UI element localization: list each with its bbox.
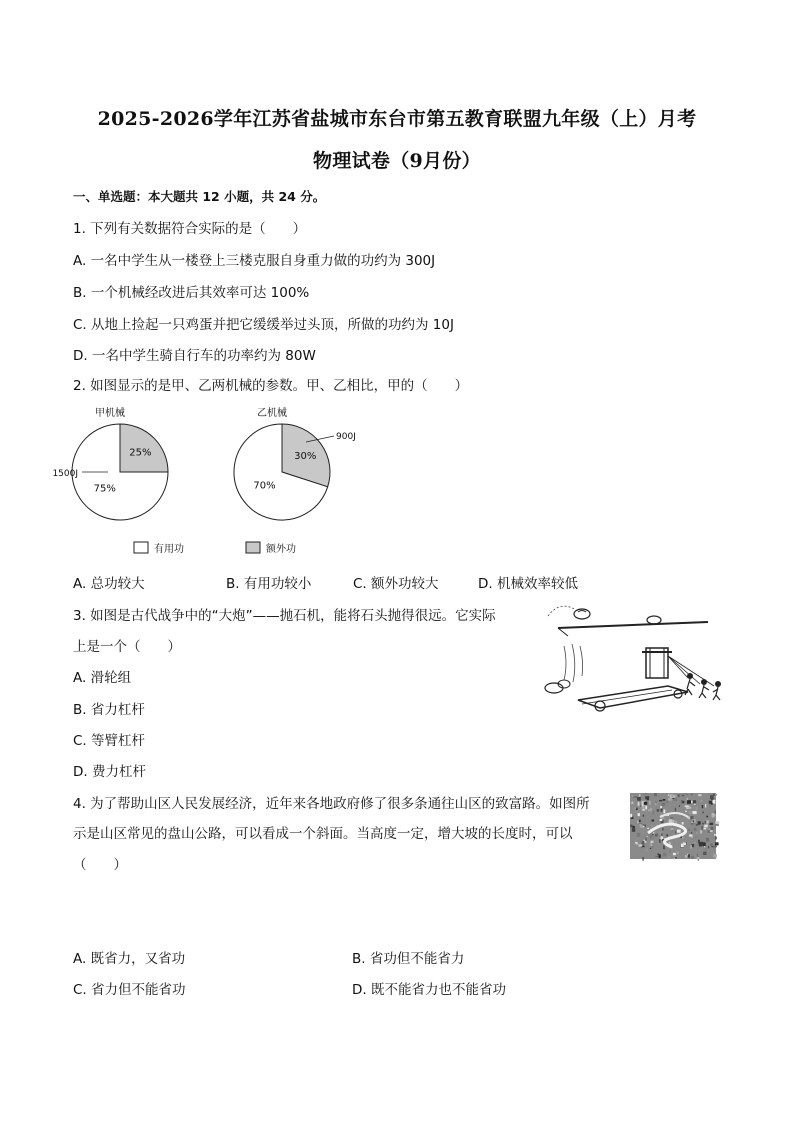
- legend-label-2: 额外功: [266, 544, 296, 555]
- q1-option-b: B. 一个机械经改进后其效率可达 100%: [73, 285, 310, 301]
- pie-label-extra-1: 25%: [129, 447, 152, 459]
- photo-speckle: [657, 809, 660, 812]
- photo-speckle: [688, 854, 690, 857]
- photo-speckle: [688, 811, 691, 814]
- photo-speckle: [691, 794, 693, 795]
- photo-speckle: [661, 808, 663, 811]
- photo-speckle: [698, 794, 701, 796]
- photo-speckle: [651, 836, 653, 840]
- photo-speckle: [700, 842, 704, 846]
- q1-option-c: C. 从地上捡起一只鸡蛋并把它缓缓举过头顶，所做的功约为 10J: [73, 317, 454, 333]
- photo-speckle: [704, 846, 705, 847]
- photo-speckle: [712, 815, 715, 818]
- photo-speckle: [671, 828, 674, 829]
- photo-speckle: [692, 811, 696, 813]
- photo-speckle: [644, 802, 647, 805]
- photo-speckle: [706, 838, 709, 842]
- photo-speckle: [696, 832, 697, 834]
- photo-speckle: [715, 842, 719, 845]
- photo-speckle: [668, 794, 669, 796]
- photo-speckle: [648, 809, 650, 811]
- photo-speckle: [703, 811, 704, 813]
- q2-stem: 2. 如图显示的是甲、乙两机械的参数。甲、乙相比，甲的（ ）: [73, 378, 469, 394]
- photo-speckle: [685, 811, 687, 812]
- photo-speckle: [660, 806, 662, 809]
- photo-speckle: [659, 854, 661, 858]
- photo-speckle: [642, 809, 645, 811]
- photo-speckle: [685, 855, 686, 858]
- pie-title-1: 甲机械: [95, 408, 125, 419]
- photo-speckle: [698, 821, 701, 824]
- photo-speckle: [646, 848, 648, 851]
- photo-speckle: [668, 856, 670, 858]
- photo-speckle: [648, 834, 649, 836]
- pie-label-useful-1: 75%: [93, 483, 116, 495]
- q4-option-c: C. 省力但不能省功: [73, 982, 186, 998]
- photo-speckle: [688, 829, 690, 831]
- photo-speckle: [637, 821, 638, 824]
- photo-speckle: [661, 804, 665, 807]
- photo-speckle: [678, 795, 680, 797]
- q4-stem-line1: 4. 为了帮助山区人民发展经济，近年来各地政府修了很多条通往山区的致富路。如图所: [73, 796, 590, 812]
- photo-speckle: [695, 836, 696, 838]
- photo-speckle: [693, 800, 696, 803]
- photo-speckle: [642, 843, 644, 844]
- q3-option-c: C. 等臂杠杆: [73, 733, 146, 749]
- photo-speckle: [633, 808, 637, 809]
- photo-speckle: [694, 842, 696, 843]
- photo-speckle: [673, 853, 676, 855]
- photo-speckle: [679, 805, 680, 807]
- photo-speckle: [715, 821, 719, 824]
- photo-speckle: [716, 794, 717, 796]
- photo-speckle: [703, 852, 706, 855]
- photo-speckle: [695, 807, 697, 810]
- photo-speckle: [630, 814, 632, 818]
- q3-option-a: A. 滑轮组: [73, 670, 132, 686]
- photo-speckle: [635, 810, 638, 813]
- photo-speckle: [653, 832, 654, 834]
- photo-speckle: [661, 834, 662, 836]
- photo-speckle: [634, 844, 637, 846]
- q1-option-d: D. 一名中学生骑自行车的功率约为 80W: [73, 348, 316, 364]
- photo-speckle: [689, 835, 692, 837]
- photo-speckle: [697, 854, 698, 857]
- photo-speckle: [655, 834, 658, 837]
- photo-speckle: [709, 804, 711, 807]
- photo-speckle: [652, 834, 653, 835]
- photo-speckle: [687, 800, 691, 804]
- photo-speckle: [632, 828, 636, 832]
- photo-speckle: [655, 803, 656, 805]
- photo-speckle: [698, 842, 699, 845]
- photo-speckle: [663, 799, 666, 801]
- photo-speckle: [702, 823, 704, 825]
- legend-swatch-2: [246, 542, 260, 553]
- photo-speckle: [677, 830, 681, 833]
- photo-speckle: [713, 846, 717, 848]
- photo-speckle: [651, 846, 652, 848]
- photo-speckle: [657, 797, 658, 799]
- photo-speckle: [682, 795, 685, 796]
- q3-option-d: D. 费力杠杆: [73, 764, 146, 780]
- photo-speckle: [659, 800, 662, 802]
- photo-speckle: [704, 825, 708, 828]
- photo-speckle: [691, 832, 692, 834]
- photo-speckle: [696, 824, 699, 825]
- page-title-line1: 2025-2026学年江苏省盐城市东台市第五教育联盟九年级（上）月考: [97, 108, 697, 130]
- photo-speckle: [705, 804, 706, 808]
- photo-speckle: [713, 854, 717, 857]
- photo-speckle: [681, 800, 682, 804]
- photo-speckle: [686, 794, 687, 796]
- photo-speckle: [646, 836, 648, 837]
- pie-label-useful-2: 70%: [253, 480, 276, 492]
- photo-speckle: [675, 808, 676, 812]
- pie-title-2: 乙机械: [257, 408, 287, 419]
- photo-speckle: [670, 850, 671, 853]
- photo-speckle: [666, 834, 668, 836]
- photo-speckle: [672, 830, 673, 832]
- photo-speckle: [640, 825, 643, 828]
- photo-speckle: [651, 841, 654, 843]
- photo-speckle: [710, 843, 712, 846]
- photo-speckle: [715, 837, 717, 840]
- q1-stem: 1. 下列有关数据符合实际的是（ ）: [73, 221, 307, 237]
- pie-charts-figure: [52, 400, 360, 560]
- photo-speckle: [648, 844, 651, 847]
- q4-option-b: B. 省功但不能省力: [352, 951, 465, 967]
- pie-label-extra-2: 30%: [294, 451, 317, 463]
- photo-speckle: [683, 842, 686, 845]
- legend-label-1: 有用功: [154, 544, 184, 555]
- photo-speckle: [682, 837, 683, 839]
- annotation-2: 900J: [336, 432, 356, 442]
- q4-option-a: A. 既省力，又省功: [73, 951, 186, 967]
- photo-speckle: [674, 858, 675, 860]
- photo-speckle: [682, 822, 684, 825]
- q2-option-d: D. 机械效率较低: [478, 576, 578, 592]
- photo-speckle: [643, 815, 644, 817]
- photo-speckle: [633, 826, 635, 829]
- photo-speckle: [711, 827, 714, 830]
- photo-speckle: [631, 802, 633, 805]
- photo-speckle: [704, 828, 707, 830]
- photo-speckle: [638, 813, 640, 816]
- photo-speckle: [708, 846, 709, 848]
- photo-speckle: [663, 810, 665, 814]
- photo-speckle: [663, 853, 666, 857]
- page-title-line2: 物理试卷（9月份）: [313, 150, 481, 172]
- photo-speckle: [691, 857, 694, 859]
- photo-speckle: [642, 804, 643, 806]
- q4-stem-line3: （ ）: [73, 857, 127, 873]
- photo-speckle: [713, 800, 716, 804]
- photo-speckle: [683, 801, 685, 803]
- q2-option-a: A. 总功较大: [73, 576, 145, 592]
- photo-speckle: [687, 798, 688, 801]
- q1-option-a: A. 一名中学生从一楼登上三楼克服自身重力做的功约为 300J: [73, 253, 436, 269]
- q3-stem-line2: 上是一个（ ）: [73, 639, 181, 655]
- photo-speckle: [687, 807, 691, 809]
- photo-speckle: [714, 834, 716, 836]
- photo-speckle: [654, 793, 656, 796]
- photo-speckle: [655, 845, 658, 846]
- annotation-1: 1500J: [52, 469, 78, 479]
- photo-speckle: [643, 857, 644, 861]
- photo-speckle: [638, 802, 639, 805]
- photo-speckle: [694, 828, 697, 831]
- q3-stem-line1: 3. 如图是古代战争中的“大炮”——抛石机，能将石头抛得很远。它实际: [73, 608, 496, 624]
- photo-speckle: [646, 796, 650, 797]
- photo-speckle: [677, 852, 679, 854]
- photo-speckle: [639, 844, 643, 846]
- photo-speckle: [639, 823, 642, 824]
- photo-speckle: [677, 797, 679, 799]
- photo-speckle: [645, 806, 647, 810]
- photo-speckle: [706, 816, 708, 818]
- mountain-road-photo: [630, 793, 716, 859]
- photo-speckle: [630, 825, 632, 828]
- photo-speckle: [647, 828, 649, 829]
- photo-speckle: [645, 838, 647, 841]
- photo-speckle: [697, 857, 700, 859]
- photo-speckle: [644, 793, 647, 794]
- photo-speckle: [651, 825, 652, 826]
- photo-speckle: [633, 795, 637, 798]
- q4-stem-line2: 示是山区常见的盘山公路，可以看成一个斜面。当高度一定，增大坡的长度时，可以: [73, 826, 573, 842]
- catapult-illustration: [538, 600, 728, 720]
- photo-speckle: [681, 816, 684, 817]
- photo-speckle: [700, 830, 702, 833]
- photo-speckle: [662, 828, 664, 831]
- photo-speckle: [637, 797, 641, 801]
- photo-speckle: [693, 820, 695, 822]
- photo-speckle: [666, 801, 669, 804]
- photo-speckle: [710, 823, 714, 825]
- photo-speckle: [702, 805, 704, 808]
- q3-option-b: B. 省力杠杆: [73, 702, 145, 718]
- photo-speckle: [713, 794, 715, 797]
- photo-speckle: [659, 839, 660, 843]
- photo-speckle: [675, 857, 677, 858]
- photo-speckle: [671, 817, 673, 818]
- photo-speckle: [649, 801, 651, 805]
- photo-speckle: [701, 826, 702, 830]
- photo-speckle: [654, 816, 656, 819]
- photo-speckle: [705, 847, 707, 850]
- photo-speckle: [639, 820, 641, 822]
- photo-speckle: [691, 854, 694, 855]
- photo-speckle: [668, 798, 672, 801]
- q4-option-d: D. 既不能省力也不能省功: [352, 982, 506, 998]
- photo-speckle: [653, 856, 655, 858]
- photo-speckle: [711, 803, 713, 805]
- photo-speckle: [652, 820, 655, 822]
- photo-speckle: [643, 826, 645, 828]
- section-heading: 一、单选题：本大题共 12 小题，共 24 分。: [73, 189, 326, 204]
- photo-speckle: [690, 816, 694, 819]
- photo-speckle: [700, 800, 702, 801]
- photo-speckle: [672, 794, 674, 798]
- photo-speckle: [663, 845, 665, 849]
- photo-speckle: [715, 811, 716, 814]
- photo-speckle: [641, 794, 644, 795]
- photo-speckle: [655, 801, 656, 803]
- q2-option-c: C. 额外功较大: [353, 576, 439, 592]
- photo-speckle: [637, 833, 641, 837]
- photo-speckle: [675, 831, 676, 833]
- q2-option-b: B. 有用功较小: [226, 576, 312, 592]
- photo-speckle: [704, 822, 706, 823]
- photo-speckle: [639, 794, 641, 797]
- photo-speckle: [653, 811, 655, 815]
- legend-swatch-1: [134, 542, 148, 553]
- photo-speckle: [690, 845, 692, 849]
- photo-speckle: [660, 819, 663, 821]
